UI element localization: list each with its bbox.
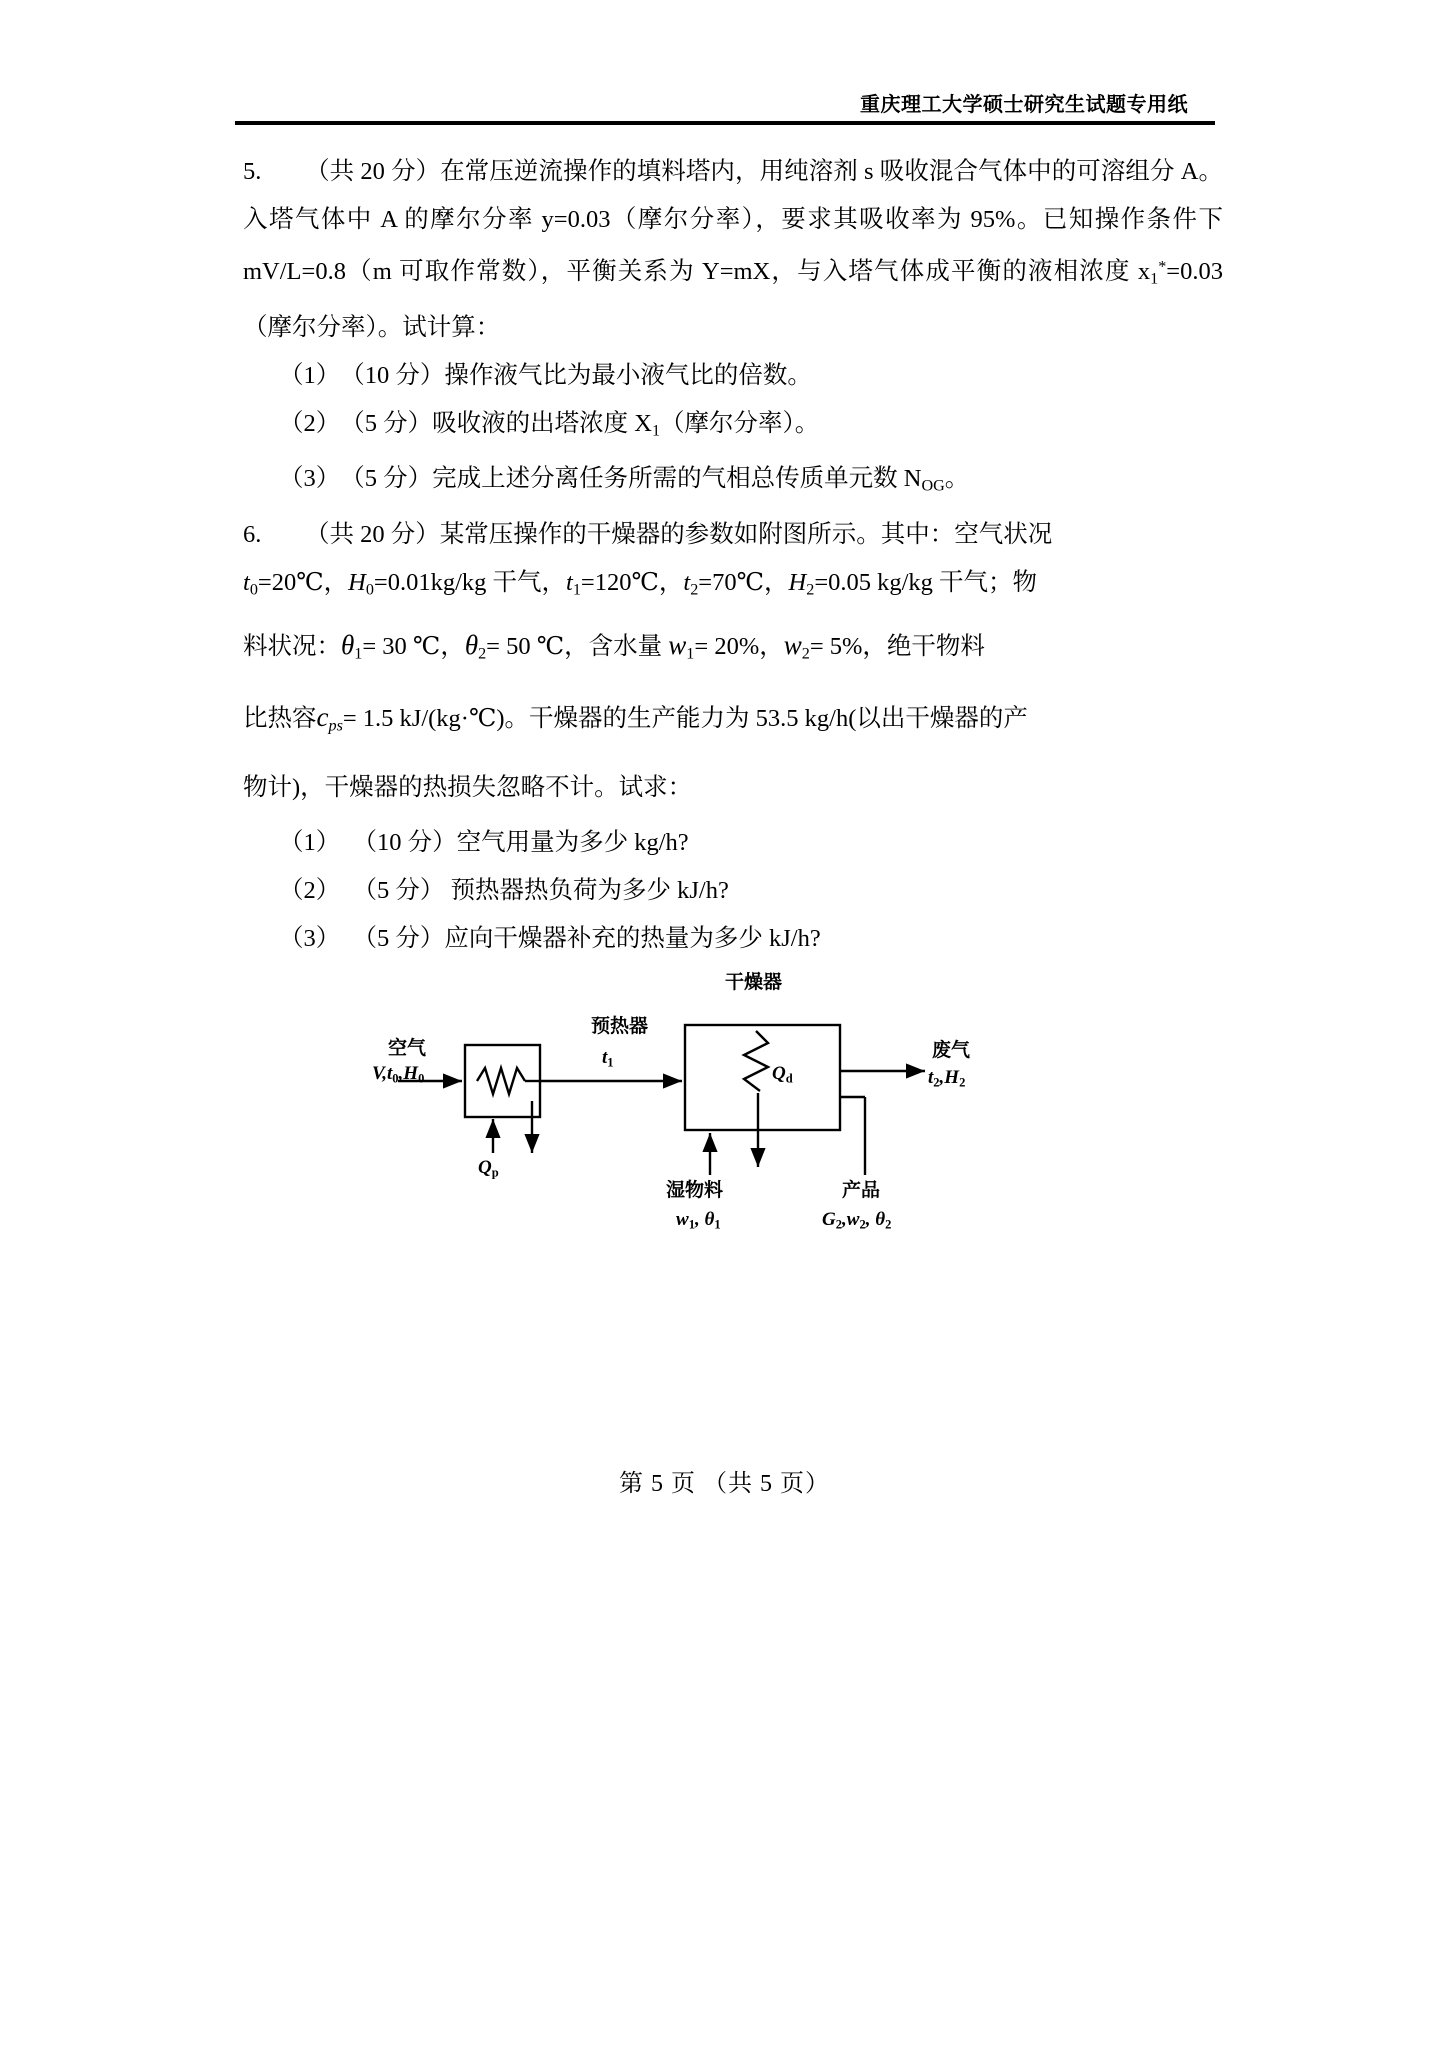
waste-gas-label: 废气 (932, 1040, 971, 1061)
sub-label: （3） (279, 925, 341, 953)
question-6-tail-line: 物计)，干燥器的热损失忽略不计。试求： (243, 774, 693, 802)
question-6-number: 6. (243, 520, 262, 548)
air-label: 空气 (388, 1038, 427, 1059)
sub-label: （3） (279, 465, 341, 493)
preheater-label: 预热器 (591, 1016, 649, 1037)
dryer-box (685, 1025, 840, 1130)
qp-label: $Q_p$ (478, 1157, 499, 1180)
sub-tail: 。 (944, 465, 970, 493)
param-H2: H (788, 568, 807, 596)
sub-body: 预热器热负荷为多少 kJ/h? (450, 877, 729, 905)
sub-label: （2） (279, 877, 341, 905)
sub-body: 应向干燥器补充的热量为多少 kJ/h? (444, 925, 821, 953)
param-theta2: θ (464, 630, 479, 661)
waste-gas-params-label: $t_2,H_2$ (928, 1067, 966, 1090)
question-6-material-params: 料状况：$\theta_1= 30$ ℃，$\theta_2= 50$ ℃，含水量 $w_1= 20\%$，$w_2= 5\%$，绝干物料 (243, 630, 985, 663)
dryer-flow-diagram (372, 972, 1080, 1265)
t1-label: $t_1$ (602, 1047, 614, 1070)
sub-score: （5 分） (352, 925, 445, 953)
question-5-sub-3 (243, 455, 1223, 511)
exam-body (243, 148, 1223, 963)
dryer-label: 干燥器 (725, 972, 783, 993)
qd-label: $Q_d$ (772, 1063, 793, 1086)
question-5-number: 5. (243, 158, 262, 185)
question-6-sub-2 (243, 867, 1223, 915)
param-t2: t (683, 568, 691, 596)
product-label: 产品 (842, 1180, 881, 1201)
dryer-flow-svg (380, 985, 1080, 1265)
header-title: 重庆理工大学硕士研究生试题专用纸 (860, 94, 1188, 116)
sub-body: 完成上述分离任务所需的气相总传质单元数 N (432, 465, 922, 493)
param-w1: w (668, 630, 687, 661)
air-params-label: $V,t_0,H_0$ (372, 1063, 425, 1086)
sub-score: （5 分） (352, 877, 445, 905)
param-theta1: θ (341, 630, 355, 661)
question-6-intro: （共 20 分）某常压操作的干燥器的参数如附图所示。其中：空气状况 (305, 520, 1053, 548)
sub-score: （5 分） (340, 409, 433, 437)
sub-body: 吸收液的出塔浓度 X (432, 409, 652, 437)
sub-label: （1） (279, 361, 341, 389)
sub-score: （5 分） (340, 465, 433, 493)
question-6-cp-line: 比热容$c_{ps}= 1.5$ kJ/(kg·℃)。干燥器的生产能力为 53.5 kg/h(以出干燥器的产 (243, 701, 1028, 735)
sub-subscript: 1 (651, 422, 661, 440)
page-number-text: 第 5 页 （共 5 页） (619, 1471, 830, 1497)
sub-score: （10 分） (352, 829, 457, 857)
sub-tail: （摩尔分率）。 (660, 409, 820, 437)
product-params-label: $G_2,w_2$, $\theta_2$ (822, 1209, 892, 1232)
question-6-air-params: $t_0=20℃$，$H_0=0.01kg/kg$ 干气，$t_1=120℃$，$t_2=70℃$，$H_2=0.05$ kg/kg 干气；物 (243, 568, 1038, 599)
sub-label: （1） (279, 829, 341, 857)
question-5-text: （共 20 分）在常压逆流操作的填料塔内，用纯溶剂 s 吸收混合气体中的可溶组分 A。入塔气体中 A 的摩尔分率 y=0.03（摩尔分率），要求其吸收率为 95%。已知操作条件下 mV/L=0.8（m 可取作常数），平衡关系为 Y=mX，与入塔气体成平衡的液相浓度 $x_1^*=0.03$（摩尔分率）。试计算： (243, 158, 1223, 341)
wet-material-label: 湿物料 (666, 1180, 724, 1201)
param-w2: w (783, 630, 802, 661)
param-H0: H (348, 568, 366, 596)
sub-body: 空气用量为多少 kg/h? (456, 829, 689, 857)
question-5-paragraph (243, 148, 1223, 352)
sub-subscript: OG (921, 477, 945, 495)
param-t1: t (566, 568, 573, 596)
question-5-sub-1 (243, 352, 1223, 400)
question-6-sub-3 (243, 915, 1223, 963)
question-5-sub-2 (243, 400, 1223, 456)
question-6-sub-1 (243, 819, 1223, 867)
question-6-paragraph (243, 511, 1223, 559)
page-footer (0, 1463, 1449, 1498)
sub-body: 操作液气比为最小液气比的倍数。 (444, 361, 812, 389)
param-cps: c (316, 701, 329, 732)
param-t0: t (243, 568, 250, 596)
sub-score: （10 分） (340, 361, 445, 389)
wet-material-params-label: $w_1$, $\theta_1$ (676, 1209, 721, 1232)
header-divider (235, 121, 1215, 125)
sub-label: （2） (279, 409, 341, 437)
